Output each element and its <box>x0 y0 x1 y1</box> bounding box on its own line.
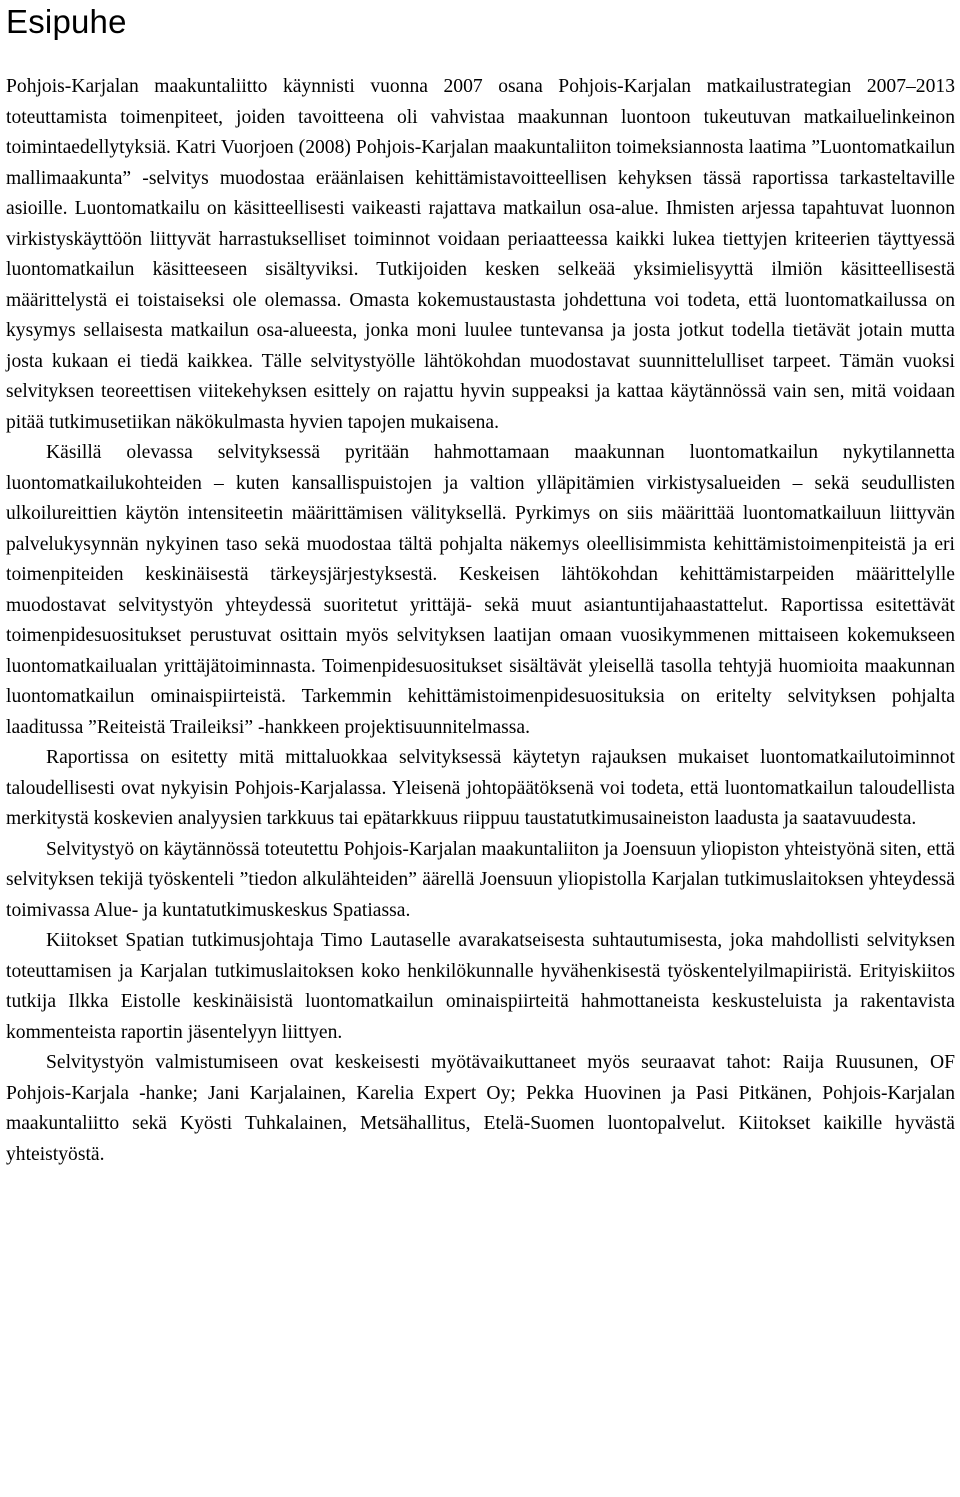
paragraph-4: Selvitystyö on käytännössä toteutettu Pohjois-Karjalan maakuntaliiton ja Joensuun yliopiston yhteistyönä siten, että selvityksen tekijä työskenteli ”tiedon alkulähteiden” äärellä Joensuun yliopistolla Karjalan tutkimuslaitoksen yhteydessä toimivassa Alue- ja kuntatutkimuskeskus Spatiassa. <box>6 838 955 921</box>
paragraph-2: Käsillä olevassa selvityksessä pyritään hahmottamaan maakunnan luontomatkailun nykytilannetta luontomatkailukohteiden – kuten kansallispuistojen ja valtion ylläpitämien virkistysalueiden – sekä seudullisten ulkoilureittien käytön intensiteetin määrittämisen välityksellä. Pyrkimys on siis määrittää luontomatkailuun liittyvän palvelukysynnän nykyinen taso sekä muodostaa tältä pohjalta näkemys oleellisimmista kehittämistoimenpiteistä ja eri toimenpiteiden keskinäisestä tärkeysjärjestyksestä. Keskeisen lähtökohdan kehittämistarpeiden määrittelylle muodostavat selvitystyön yhteydessä suoritetut yrittäjä- sekä muut asiantuntijahaastattelut. Raportissa esitettävät toimenpidesuositukset perustuvat osittain myös selvityksen laatijan omaan vuosikymmenen mittaiseen kokemukseen luontomatkailualan yrittäjätoiminnasta. Toimenpidesuositukset sisältävät yleisellä tasolla tehtyjä huomioita maakunnan luontomatkailun ominaispiirteistä. Tarkemmin kehittämistoimenpidesuosituksia on eritelty selvityksen pohjalta laaditussa ”Reiteistä Traileiksi” -hankkeen projektisuunnitelmassa. <box>6 442 955 738</box>
page-title: Esipuhe <box>6 3 127 40</box>
paragraph-1: Pohjois-Karjalan maakuntaliitto käynnisti vuonna 2007 osana Pohjois-Karjalan matkailustrategian 2007–2013 toteuttamista toimenpiteet, joiden tavoitteena oli vahvistaa maakunnan luontoon tukeutuvan matkailuelinkeinon toimintaedellytyksiä. Katri Vuorjoen (2008) Pohjois-Karjalan maakuntaliiton toimeksiannosta laatima ”Luontomatkailun mallimaakunta” -selvitys muodostaa eräänlaisen kehittämistavoitteellisen kehyksen tässä raportissa tarkasteltaville asioille. Luontomatkailu on käsitteellisesti vaikeasti rajattava matkailun osa-alue. Ihmisten arjessa tapahtuvat luonnon virkistyskäyttöön liittyvät harrastukselliset toiminnot voidaan periaatteessa kaikki lukea tiettyjen kriteerien täyttyessä luontomatkailun käsitteeseen sisältyviksi. Tutkijoiden kesken selkeää yksimielisyyttä ilmiön käsitteellisestä määrittelystä ei toistaiseksi ole olemassa. Omasta kokemustaustasta johdettuna voi todeta, että luontomatkailussa on kysymys sellaisesta matkailun osa-alueesta, jonka moni luulee tuntevansa ja josta jotkut todella tietävät jotain mutta josta kukaan ei tiedä kaikkea. Tälle selvitystyölle lähtökohdan muodostavat suunnittelulliset tarpeet. Tämän vuoksi selvityksen teoreettisen viitekehyksen esittely on rajattu hyvin suppeaksi ja kattaa käytännössä vain sen, mitä voidaan pitää tutkimusetiikan näkökulmasta hyvien tapojen mukaisena. <box>6 76 955 433</box>
body-text <box>6 72 955 1170</box>
paragraph-5: Kiitokset Spatian tutkimusjohtaja Timo Lautaselle avarakatseisesta suhtautumisesta, joka mahdollisti selvityksen toteuttamisen ja Karjalan tutkimuslaitoksen koko henkilökunnalle hyvähenkisestä työskentelyilmapiiristä. Erityiskiitos tutkija Ilkka Eistolle keskinäisistä luontomatkailun ominaispiirteitä hahmottaneista keskusteluista ja rakentavista kommenteista raportin jäsentelyyn liittyen. <box>6 930 955 1043</box>
paragraph-6: Selvitystyön valmistumiseen ovat keskeisesti myötävaikuttaneet myös seuraavat tahot: Raija Ruusunen, OF Pohjois-Karjala -hanke; Jani Karjalainen, Karelia Expert Oy; Pekka Huovinen ja Pasi Pitkänen, Pohjois-Karjalan maakuntaliitto sekä Kyösti Tuhkalainen, Metsähallitus, Etelä-Suomen luontopalvelut. Kiitokset kaikille hyvästä yhteistyöstä. <box>6 1052 955 1165</box>
paragraph-3: Raportissa on esitetty mitä mittaluokkaa selvityksessä käytetyn rajauksen mukaiset luontomatkailutoiminnot taloudellisesti ovat nykyisin Pohjois-Karjalassa. Yleisenä johtopäätöksenä voi todeta, että luontomatkailun taloudellista merkitystä koskevien analyysien tarkkuus tai epätarkkuus riippuu taustatutkimusaineiston laadusta ja saatavuudesta. <box>6 747 955 829</box>
